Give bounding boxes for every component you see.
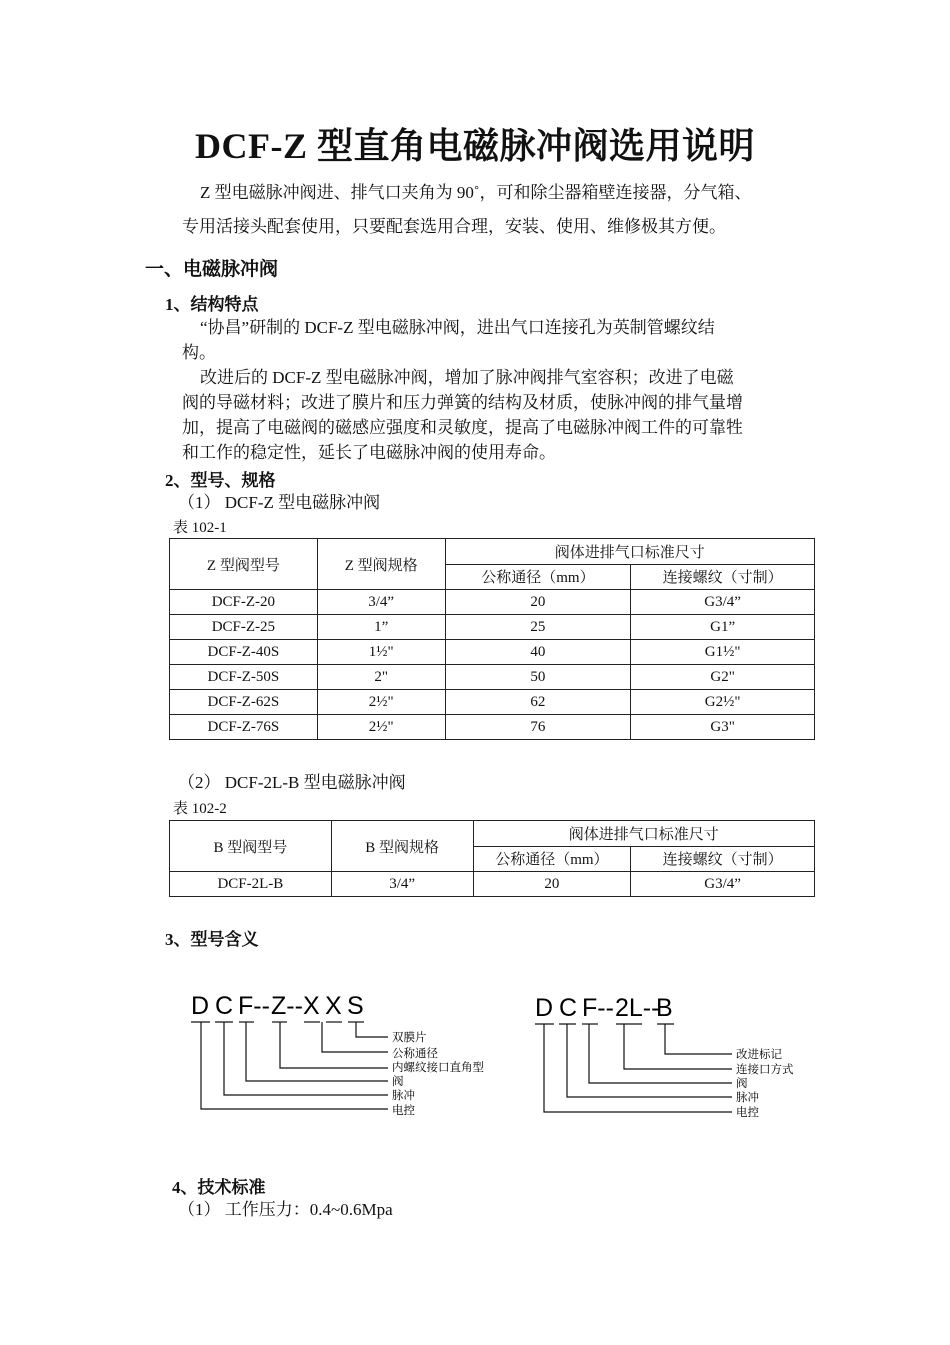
table-cell-thread: G2½" <box>631 690 815 715</box>
table-row <box>170 872 815 897</box>
spec-table-2 <box>169 820 815 897</box>
table2-header-model: B 型阀型号 <box>170 821 332 872</box>
leader-line <box>280 1022 388 1068</box>
leader-line <box>624 1024 732 1069</box>
table2-caption: 表 102-2 <box>173 801 227 817</box>
table-cell-dn: 50 <box>445 665 631 690</box>
leader-line <box>201 1022 388 1109</box>
table-row <box>170 690 815 715</box>
model-item-2: （2） DCF-2L-B 型电磁脉冲阀 <box>178 773 406 792</box>
table-cell-thread: G3/4” <box>631 872 815 897</box>
subheading-model-meaning: 3、型号含义 <box>165 930 259 949</box>
table1-header-thread: 连接螺纹（寸制） <box>631 564 815 590</box>
table-cell-model: DCF-Z-40S <box>170 640 318 665</box>
code-letter: Z-- <box>271 992 303 1020</box>
structure-p2-line4: 和工作的稳定性，延长了电磁脉冲阀的使用寿命。 <box>182 443 556 462</box>
table-row <box>170 590 815 615</box>
intro-line-1: Z 型电磁脉冲阀进、排气口夹角为 90˚，可和除尘器箱壁连接器，分气箱、 <box>200 183 752 202</box>
table1-header-spec: Z 型阀规格 <box>317 539 445 590</box>
table-cell-model: DCF-Z-25 <box>170 615 318 640</box>
leader-line <box>356 1022 388 1037</box>
table-row <box>170 715 815 740</box>
leader-line <box>567 1024 732 1097</box>
table2-header-group: 阀体进排气口标准尺寸 <box>473 821 815 847</box>
code-letter: X <box>303 992 320 1020</box>
leader-line <box>224 1022 388 1095</box>
diagram-label: 连接口方式 <box>736 1064 794 1076</box>
diagram-label: 双膜片 <box>392 1032 427 1044</box>
spec-table-1 <box>169 538 815 740</box>
table-cell-spec: 3/4” <box>317 590 445 615</box>
table2-header-dn: 公称通径（mm） <box>473 846 631 872</box>
table-cell-dn: 62 <box>445 690 631 715</box>
code-letter: C <box>215 992 234 1020</box>
table-cell-model: DCF-Z-76S <box>170 715 318 740</box>
structure-p1-line1: “协昌”研制的 DCF-Z 型电磁脉冲阀，进出气口连接孔为英制管螺纹结 <box>200 318 715 337</box>
table-cell-spec: 2" <box>317 665 445 690</box>
structure-p1-line2: 构。 <box>182 343 216 362</box>
code-letter: B <box>656 994 673 1022</box>
table-cell-model: DCF-Z-20 <box>170 590 318 615</box>
structure-p2-line1: 改进后的 DCF-Z 型电磁脉冲阀，增加了脉冲阀排气室容积；改进了电磁 <box>200 368 734 387</box>
table-cell-dn: 76 <box>445 715 631 740</box>
model-code-diagram-2 <box>520 980 820 1125</box>
diagram-label: 改进标记 <box>736 1049 782 1061</box>
table-cell-model: DCF-Z-50S <box>170 665 318 690</box>
table-row <box>170 640 815 665</box>
page-title: DCF-Z 型直角电磁脉冲阀选用说明 <box>195 126 755 166</box>
section-heading-1: 一、电磁脉冲阀 <box>145 259 279 280</box>
table2-header-spec: B 型阀规格 <box>331 821 473 872</box>
diagram-label: 电控 <box>392 1105 415 1117</box>
diagram-label: 公称通径 <box>392 1048 438 1060</box>
leader-line <box>544 1024 732 1112</box>
table1-caption: 表 102-1 <box>173 520 227 536</box>
code-letter: D <box>535 994 554 1022</box>
table-row <box>170 665 815 690</box>
table-cell-spec: 3/4” <box>331 872 473 897</box>
code-letter: 2L-- <box>615 994 660 1022</box>
table1-header-group: 阀体进排气口标准尺寸 <box>445 539 814 565</box>
code-letter: X <box>325 992 342 1020</box>
table-cell-dn: 25 <box>445 615 631 640</box>
code-letter: D <box>191 992 210 1020</box>
table-cell-thread: G3/4” <box>631 590 815 615</box>
leader-line <box>665 1024 732 1054</box>
diagram-label: 内螺纹接口直角型 <box>392 1062 484 1074</box>
table-cell-thread: G3" <box>631 715 815 740</box>
subheading-tech-standard: 4、技术标准 <box>172 1178 266 1197</box>
code-letter: C <box>559 994 578 1022</box>
code-letter: S <box>347 992 364 1020</box>
diagram-label: 电控 <box>736 1107 759 1119</box>
code-letter: F-- <box>582 994 614 1022</box>
table-row <box>170 615 815 640</box>
table-cell-dn: 40 <box>445 640 631 665</box>
structure-p2-line3: 加，提高了电磁阀的磁感应强度和灵敏度，提高了电磁脉冲阀工件的可靠牲 <box>182 418 743 437</box>
diagram-label: 脉冲 <box>736 1092 759 1104</box>
table1-header-dn: 公称通径（mm） <box>445 564 631 590</box>
model-code-diagram-1 <box>170 980 530 1125</box>
diagram-label: 阀 <box>736 1078 748 1090</box>
table-cell-thread: G1” <box>631 615 815 640</box>
table-cell-spec: 2½" <box>317 715 445 740</box>
table-cell-dn: 20 <box>473 872 631 897</box>
table-cell-spec: 1½" <box>317 640 445 665</box>
table-cell-spec: 1” <box>317 615 445 640</box>
table1-header-model: Z 型阀型号 <box>170 539 318 590</box>
structure-p2-line2: 阀的导磁材料；改进了膜片和压力弹簧的结构及材质，使脉冲阀的排气量增 <box>182 393 743 412</box>
subheading-models: 2、型号、规格 <box>165 471 276 490</box>
table-cell-model: DCF-2L-B <box>170 872 332 897</box>
subheading-structure: 1、结构特点 <box>165 295 259 314</box>
table-cell-spec: 2½" <box>317 690 445 715</box>
table-cell-dn: 20 <box>445 590 631 615</box>
diagram-label: 阀 <box>392 1076 404 1088</box>
code-letter: F-- <box>238 992 270 1020</box>
intro-line-2: 专用活接头配套使用，只要配套选用合理，安装、使用、维修极其方便。 <box>182 217 726 236</box>
table-cell-thread: G2" <box>631 665 815 690</box>
model-item-1: （1） DCF-Z 型电磁脉冲阀 <box>178 493 381 512</box>
table-cell-thread: G1½" <box>631 640 815 665</box>
tech-item-1: （1） 工作压力：0.4~0.6Mpa <box>178 1200 393 1219</box>
diagram-label: 脉冲 <box>392 1090 415 1102</box>
table-cell-model: DCF-Z-62S <box>170 690 318 715</box>
table2-header-thread: 连接螺纹（寸制） <box>631 846 815 872</box>
